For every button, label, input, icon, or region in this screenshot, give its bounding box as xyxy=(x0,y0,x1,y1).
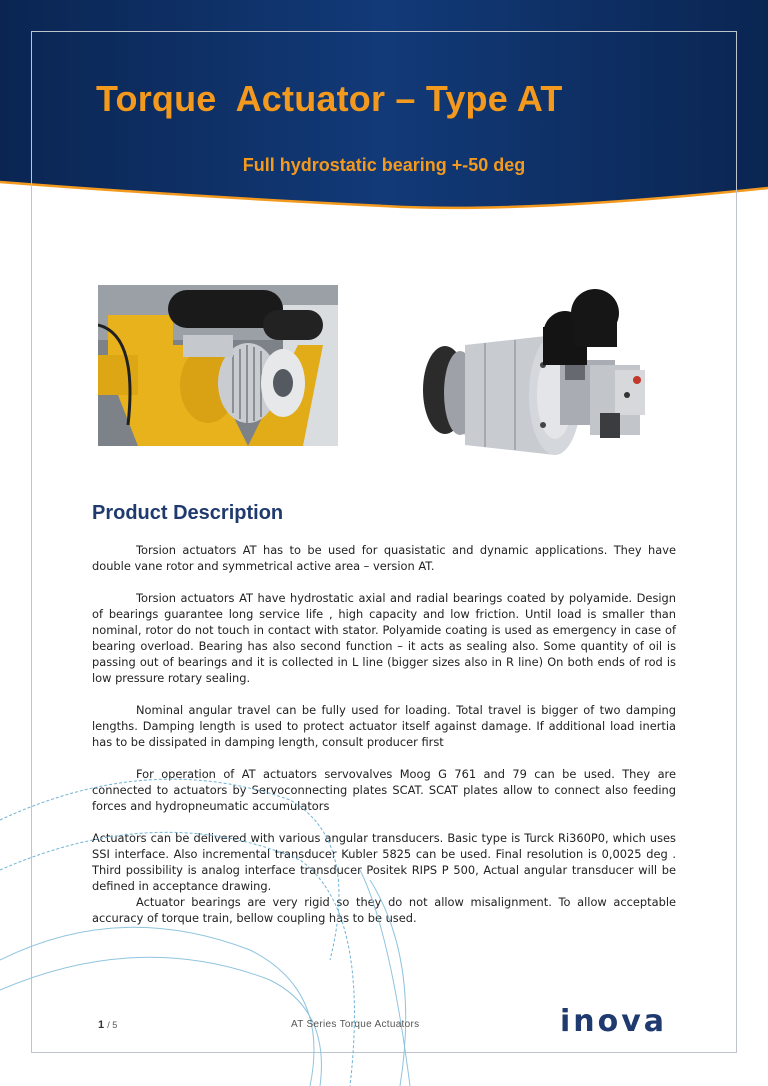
section-title: Product Description xyxy=(92,502,284,524)
paragraph: Actuators can be delivered with various angular transducers. Basic type is Turck Ri360P0, which uses SSI interface. Also incremental transducer Kubler 5825 can be used. Final resolution is 0,0025 deg . Third possibility is analog interface transducer Positek RIPS P 500, Actual angular transducer will be defined in acceptance drawing. xyxy=(92,831,676,893)
page-number xyxy=(98,1019,117,1031)
inova-logo: inova xyxy=(560,1004,668,1039)
document-subtitle: Full hydrostatic bearing +-50 deg xyxy=(242,155,526,175)
actuator-render xyxy=(415,285,665,485)
product-description xyxy=(92,542,676,926)
document-title: Torque Actuator – Type AT xyxy=(96,78,563,119)
paragraph: For operation of AT actuators servovalves Moog G 761 and 79 can be used. They are connected to actuators by Servoconnecting plates SCAT. SCAT plates allow to connect also feeding forces and hydropneumatic accumulators xyxy=(92,767,676,813)
paragraph: Torsion actuators AT have hydrostatic axial and radial bearings coated by polyamide. Design of bearings guarantee long service life , high capacity and low friction. Until load is smaller than nominal, rotor do not touch in contact with stator. Polyamide coating is used as emergency in case of bearing overload. Bearing has also second function – it acts as sealing also. Some quantity of oil is passing out of bearings and it is collected in L line (bigger sizes also in R line) On both ends of rod is low pressure rotary sealing. xyxy=(92,591,676,685)
paragraph: Actuator bearings are very rigid so they do not allow misalignment. To allow acceptable accuracy of torque train, bellow coupling has to be used. xyxy=(92,895,676,925)
page-current: 1 xyxy=(98,1019,105,1031)
page-total: / 5 xyxy=(107,1020,118,1030)
paragraph: Torsion actuators AT has to be used for quasistatic and dynamic applications. They have double vane rotor and symmetrical active area – version AT. xyxy=(92,543,676,573)
footer-series: AT Series Torque Actuators xyxy=(291,1019,420,1030)
actuator-photo xyxy=(98,285,338,446)
paragraph: Nominal angular travel can be fully used for loading. Total travel is bigger of two damping lengths. Damping length is used to protect actuator itself against damage. If additional load inertia has to be dissipated in damping length, consult producer first xyxy=(92,703,676,749)
